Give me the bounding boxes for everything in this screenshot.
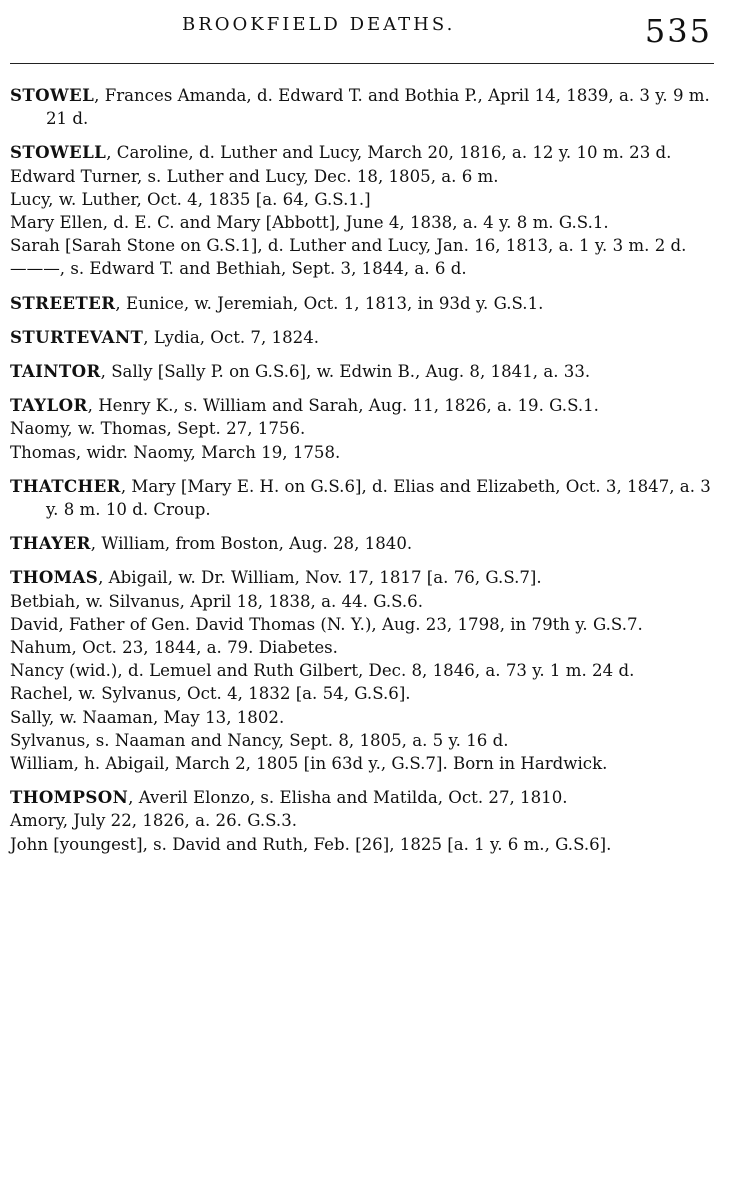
record-entry bbox=[10, 833, 714, 856]
record-entry bbox=[10, 417, 714, 440]
record-text: , Caroline, d. Luther and Lucy, March 20, 1816, a. 12 y. 10 m. 23 d. bbox=[106, 143, 672, 163]
record-entry bbox=[10, 234, 714, 257]
record-entry bbox=[10, 613, 714, 636]
record-text: David, Father of Gen. David Thomas (N. Y.), Aug. 23, 1798, in 79th y. G.S.7. bbox=[10, 614, 643, 634]
record-text: John [youngest], s. David and Ruth, Feb. [26], 1825 [a. 1 y. 6 m., G.S.6]. bbox=[10, 834, 612, 854]
record-text: Sylvanus, s. Naaman and Nancy, Sept. 8, 1805, a. 5 y. 16 d. bbox=[10, 730, 509, 750]
record-text: ———, s. Edward T. and Bethiah, Sept. 3, 1844, a. 6 d. bbox=[10, 259, 467, 279]
surname-heading: STREETER bbox=[10, 292, 116, 313]
record-text: , Abigail, w. Dr. William, Nov. 17, 1817 [a. 76, G.S.7]. bbox=[98, 568, 542, 588]
record-entry bbox=[10, 590, 714, 613]
record-entry bbox=[10, 752, 714, 775]
record-entry bbox=[10, 729, 714, 752]
record-text: , Henry K., s. William and Sarah, Aug. 11, 1826, a. 19. G.S.1. bbox=[87, 396, 599, 416]
record-text: , Frances Amanda, d. Edward T. and Bothia P., April 14, 1839, a. 3 y. 9 m. 21 d. bbox=[46, 86, 710, 129]
page-header bbox=[0, 6, 732, 56]
record-text: Naomy, w. Thomas, Sept. 27, 1756. bbox=[10, 419, 306, 439]
surname-group bbox=[10, 360, 714, 383]
death-records bbox=[10, 84, 714, 867]
record-text: Edward Turner, s. Luther and Lucy, Dec. 18, 1805, a. 6 m. bbox=[10, 166, 499, 186]
surname-group bbox=[10, 141, 714, 280]
surname-group bbox=[10, 786, 714, 856]
surname-heading: TAINTOR bbox=[10, 361, 101, 382]
record-text: William, h. Abigail, March 2, 1805 [in 63d y., G.S.7]. Born in Hardwick. bbox=[10, 754, 608, 774]
record-text: Mary Ellen, d. E. C. and Mary [Abbott], June 4, 1838, a. 4 y. 8 m. G.S.1. bbox=[10, 213, 609, 233]
surname-heading: THATCHER bbox=[10, 475, 121, 496]
running-title: BROOKFIELD DEATHS. bbox=[182, 14, 456, 35]
page-number: 535 bbox=[644, 12, 712, 50]
record-entry bbox=[10, 165, 714, 188]
record-text: , William, from Boston, Aug. 28, 1840. bbox=[90, 534, 413, 554]
surname-heading: STOWEL bbox=[10, 85, 95, 105]
surname-group bbox=[10, 394, 714, 464]
record-entry bbox=[10, 706, 714, 729]
record-text: , Sally [Sally P. on G.S.6], w. Edwin B., Aug. 8, 1841, a. 33. bbox=[100, 362, 591, 382]
record-entry bbox=[10, 636, 714, 659]
record-entry bbox=[10, 441, 714, 464]
surname-group bbox=[10, 326, 714, 349]
record-text: Lucy, w. Luther, Oct. 4, 1835 [a. 64, G.S.1.] bbox=[10, 189, 371, 209]
record-entry bbox=[10, 257, 714, 280]
record-entry bbox=[10, 360, 714, 383]
record-text: Nancy (wid.), d. Lemuel and Ruth Gilbert, Dec. 8, 1846, a. 73 y. 1 m. 24 d. bbox=[10, 661, 635, 681]
record-entry bbox=[10, 326, 714, 349]
surname-heading: THOMPSON bbox=[10, 787, 129, 808]
record-entry bbox=[10, 566, 714, 589]
surname-heading: STURTEVANT bbox=[10, 326, 144, 347]
record-text: Betbiah, w. Silvanus, April 18, 1838, a. 44. G.S.6. bbox=[10, 591, 424, 611]
record-entry bbox=[10, 211, 714, 234]
record-text: Sarah [Sarah Stone on G.S.1], d. Luther and Lucy, Jan. 16, 1813, a. 1 y. 3 m. 2 d. bbox=[10, 236, 687, 256]
record-text: , Lydia, Oct. 7, 1824. bbox=[143, 327, 320, 347]
header-rule bbox=[10, 63, 714, 64]
record-entry bbox=[10, 475, 714, 521]
record-text: , Mary [Mary E. H. on G.S.6], d. Elias and Elizabeth, Oct. 3, 1847, a. 3 y. 8 m. 10 d. Croup. bbox=[46, 476, 711, 520]
surname-heading: THAYER bbox=[10, 533, 91, 554]
record-entry bbox=[10, 659, 714, 682]
record-entry bbox=[10, 292, 714, 315]
record-text: , Averil Elonzo, s. Elisha and Matilda, Oct. 27, 1810. bbox=[128, 788, 568, 808]
record-entry bbox=[10, 809, 714, 832]
record-entry bbox=[10, 141, 714, 164]
record-entry bbox=[10, 84, 714, 130]
record-entry bbox=[10, 394, 714, 417]
record-entry bbox=[10, 786, 714, 809]
record-text: Rachel, w. Sylvanus, Oct. 4, 1832 [a. 54, G.S.6]. bbox=[10, 684, 411, 704]
record-text: Nahum, Oct. 23, 1844, a. 79. Diabetes. bbox=[10, 638, 338, 658]
record-entry bbox=[10, 188, 714, 211]
record-entry bbox=[10, 682, 714, 705]
record-text: Sally, w. Naaman, May 13, 1802. bbox=[10, 707, 285, 727]
surname-group bbox=[10, 532, 714, 555]
surname-group bbox=[10, 566, 714, 775]
record-entry bbox=[10, 532, 714, 555]
record-text: Thomas, widr. Naomy, March 19, 1758. bbox=[10, 442, 341, 462]
record-text: Amory, July 22, 1826, a. 26. G.S.3. bbox=[10, 811, 298, 831]
surname-heading: THOMAS bbox=[10, 567, 99, 588]
record-text: , Eunice, w. Jeremiah, Oct. 1, 1813, in 93d y. G.S.1. bbox=[115, 293, 544, 313]
surname-group bbox=[10, 292, 714, 315]
surname-group bbox=[10, 84, 714, 130]
surname-heading: STOWELL bbox=[10, 142, 107, 163]
surname-group bbox=[10, 475, 714, 521]
surname-heading: TAYLOR bbox=[10, 395, 88, 416]
